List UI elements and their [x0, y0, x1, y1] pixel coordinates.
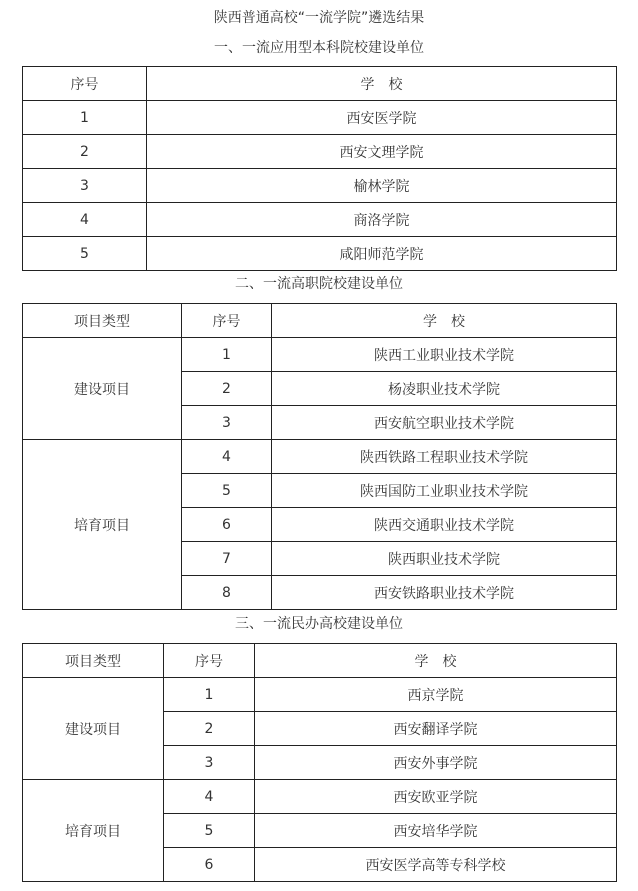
row-no: 4: [182, 440, 272, 474]
row-school: 杨凌职业技术学院: [272, 372, 617, 406]
header-type: 项目类型: [23, 644, 164, 678]
row-no: 6: [164, 848, 255, 882]
row-no: 1: [164, 678, 255, 712]
row-no: 3: [182, 406, 272, 440]
row-school: 咸阳师范学院: [147, 237, 617, 271]
row-no: 2: [182, 372, 272, 406]
row-no: 2: [23, 135, 147, 169]
row-school: 西安铁路职业技术学院: [272, 576, 617, 610]
row-school: 陕西国防工业职业技术学院: [272, 474, 617, 508]
section3-table: [22, 643, 617, 882]
header-no: 序号: [182, 304, 272, 338]
group-type-cell: 培育项目: [23, 440, 182, 610]
row-school: 榆林学院: [147, 169, 617, 203]
row-no: 1: [182, 338, 272, 372]
row-school: 西安翻译学院: [255, 712, 617, 746]
row-no: 7: [182, 542, 272, 576]
row-no: 5: [164, 814, 255, 848]
table-header-row: [23, 67, 617, 101]
section1-table: [22, 66, 617, 271]
row-no: 1: [23, 101, 147, 135]
row-no: 3: [164, 746, 255, 780]
row-school: 陕西交通职业技术学院: [272, 508, 617, 542]
header-no: 序号: [23, 67, 147, 101]
table-row: [23, 203, 617, 237]
row-school: 西京学院: [255, 678, 617, 712]
group-type-cell: 建设项目: [23, 338, 182, 440]
table-row: [23, 440, 617, 474]
row-no: 5: [23, 237, 147, 271]
row-school: 西安医学院: [147, 101, 617, 135]
table-row: [23, 338, 617, 372]
row-school: 陕西工业职业技术学院: [272, 338, 617, 372]
row-school: 西安航空职业技术学院: [272, 406, 617, 440]
table-row: [23, 237, 617, 271]
group-type-cell: 建设项目: [23, 678, 164, 780]
table-row: [23, 135, 617, 169]
table-row: [23, 169, 617, 203]
row-school: 西安欧亚学院: [255, 780, 617, 814]
section2-title: 二、一流高职院校建设单位: [235, 276, 403, 292]
row-no: 4: [23, 203, 147, 237]
row-school: 商洛学院: [147, 203, 617, 237]
table-header-row: [23, 304, 617, 338]
row-school: 陕西铁路工程职业技术学院: [272, 440, 617, 474]
header-school: 学 校: [147, 67, 617, 101]
row-no: 8: [182, 576, 272, 610]
row-school: 陕西职业技术学院: [272, 542, 617, 576]
group-type-cell: 培育项目: [23, 780, 164, 882]
header-no: 序号: [164, 644, 255, 678]
header-school: 学 校: [272, 304, 617, 338]
row-no: 6: [182, 508, 272, 542]
table-row: [23, 678, 617, 712]
header-school: 学 校: [255, 644, 617, 678]
row-no: 5: [182, 474, 272, 508]
row-no: 2: [164, 712, 255, 746]
section2-table: [22, 303, 617, 610]
table-row: [23, 780, 617, 814]
row-school: 西安外事学院: [255, 746, 617, 780]
row-no: 4: [164, 780, 255, 814]
table-header-row: [23, 644, 617, 678]
section1-title: 一、一流应用型本科院校建设单位: [214, 40, 424, 56]
page-title: 陕西普通高校“一流学院”遴选结果: [213, 10, 425, 26]
row-no: 3: [23, 169, 147, 203]
row-school: 西安培华学院: [255, 814, 617, 848]
section3-title: 三、一流民办高校建设单位: [235, 616, 403, 632]
header-type: 项目类型: [23, 304, 182, 338]
row-school: 西安医学高等专科学校: [255, 848, 617, 882]
row-school: 西安文理学院: [147, 135, 617, 169]
table-row: [23, 101, 617, 135]
